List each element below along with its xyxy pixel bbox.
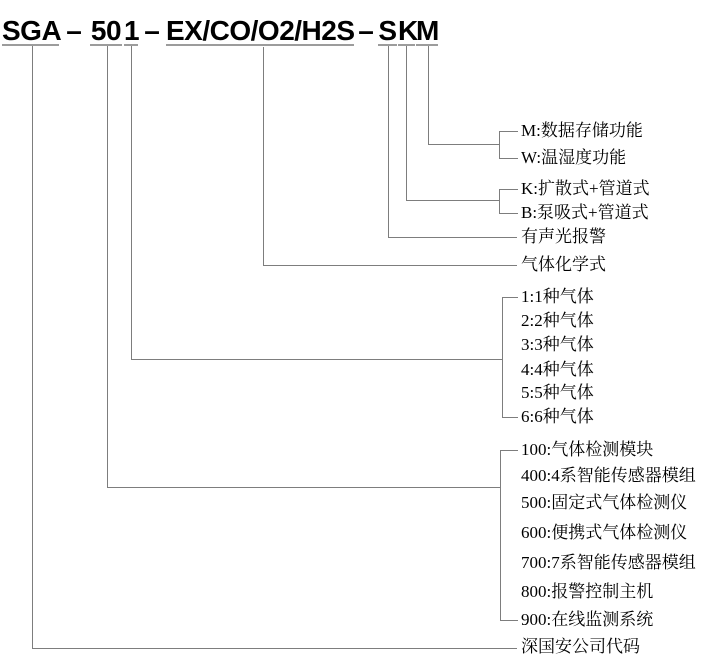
stem-alarm-line	[388, 46, 389, 237]
label-gas-count-3: 3:3种气体	[521, 335, 594, 354]
code-segment-alarm: S	[378, 15, 397, 46]
code-segment-gases: EX/CO/O2/H2S	[166, 15, 355, 46]
run-function-line	[428, 144, 499, 145]
label-series-800: 800:报警控制主机	[521, 582, 654, 601]
bracket-function-top-stub	[499, 131, 518, 132]
label-alarm: 有声光报警	[521, 227, 606, 246]
code-segment-series: 50	[90, 15, 122, 46]
bracket-function-bottom-stub	[499, 158, 518, 159]
stem-gases-line	[263, 47, 264, 265]
label-series-500: 500:固定式气体检测仪	[521, 493, 688, 512]
bracket-series-vertical	[500, 450, 501, 621]
bracket-sampling-vertical	[499, 189, 500, 214]
run-gases-line	[263, 265, 517, 266]
label-gas-count-4: 4:4种气体	[521, 360, 594, 379]
bracket-gas-count-vertical	[502, 297, 503, 418]
label-series-700: 700:7系智能传感器模组	[521, 553, 696, 572]
label-function-m: M:数据存储功能	[521, 121, 643, 140]
stem-sampling-line	[406, 46, 407, 200]
label-series-900: 900:在线监测系统	[521, 610, 654, 629]
bracket-sampling-top-stub	[499, 189, 518, 190]
stem-series-line	[107, 46, 108, 487]
label-series-600: 600:便携式气体检测仪	[521, 523, 688, 542]
label-gas-count-1: 1:1种气体	[521, 287, 594, 306]
code-segment-function: M	[416, 15, 439, 46]
code-dash-3: –	[358, 15, 374, 46]
bracket-gas-count-bottom-stub	[502, 417, 518, 418]
label-gas-count-6: 6:6种气体	[521, 407, 594, 426]
run-company-line	[32, 648, 517, 649]
code-segment-sampling: K	[398, 15, 418, 46]
code-dash-2: –	[144, 15, 160, 46]
code-segment-gas-count: 1	[124, 15, 140, 46]
stem-gas-count-line	[131, 46, 132, 359]
label-company: 深国安公司代码	[521, 637, 640, 656]
run-alarm-line	[388, 237, 517, 238]
stem-function-line	[428, 46, 429, 144]
run-series-line	[107, 487, 500, 488]
label-gas-count-5: 5:5种气体	[521, 383, 594, 402]
label-series-400: 400:4系智能传感器模组	[521, 466, 696, 485]
label-gas-count-2: 2:2种气体	[521, 311, 594, 330]
bracket-series-bottom-stub	[500, 620, 518, 621]
label-sampling-k: K:扩散式+管道式	[521, 179, 650, 198]
code-segment-company: SGA	[2, 15, 62, 46]
run-gas-count-line	[131, 359, 502, 360]
label-sampling-b: B:泵吸式+管道式	[521, 203, 649, 222]
bracket-series-top-stub	[500, 450, 518, 451]
bracket-gas-count-top-stub	[502, 297, 518, 298]
stem-company-line	[32, 46, 33, 648]
code-dash-1: –	[66, 15, 82, 46]
label-gas-formula: 气体化学式	[521, 255, 606, 274]
label-series-100: 100:气体检测模块	[521, 440, 654, 459]
bracket-sampling-bottom-stub	[499, 213, 518, 214]
bracket-function-vertical	[499, 131, 500, 159]
run-sampling-line	[406, 200, 499, 201]
label-function-w: W:温湿度功能	[521, 148, 627, 167]
